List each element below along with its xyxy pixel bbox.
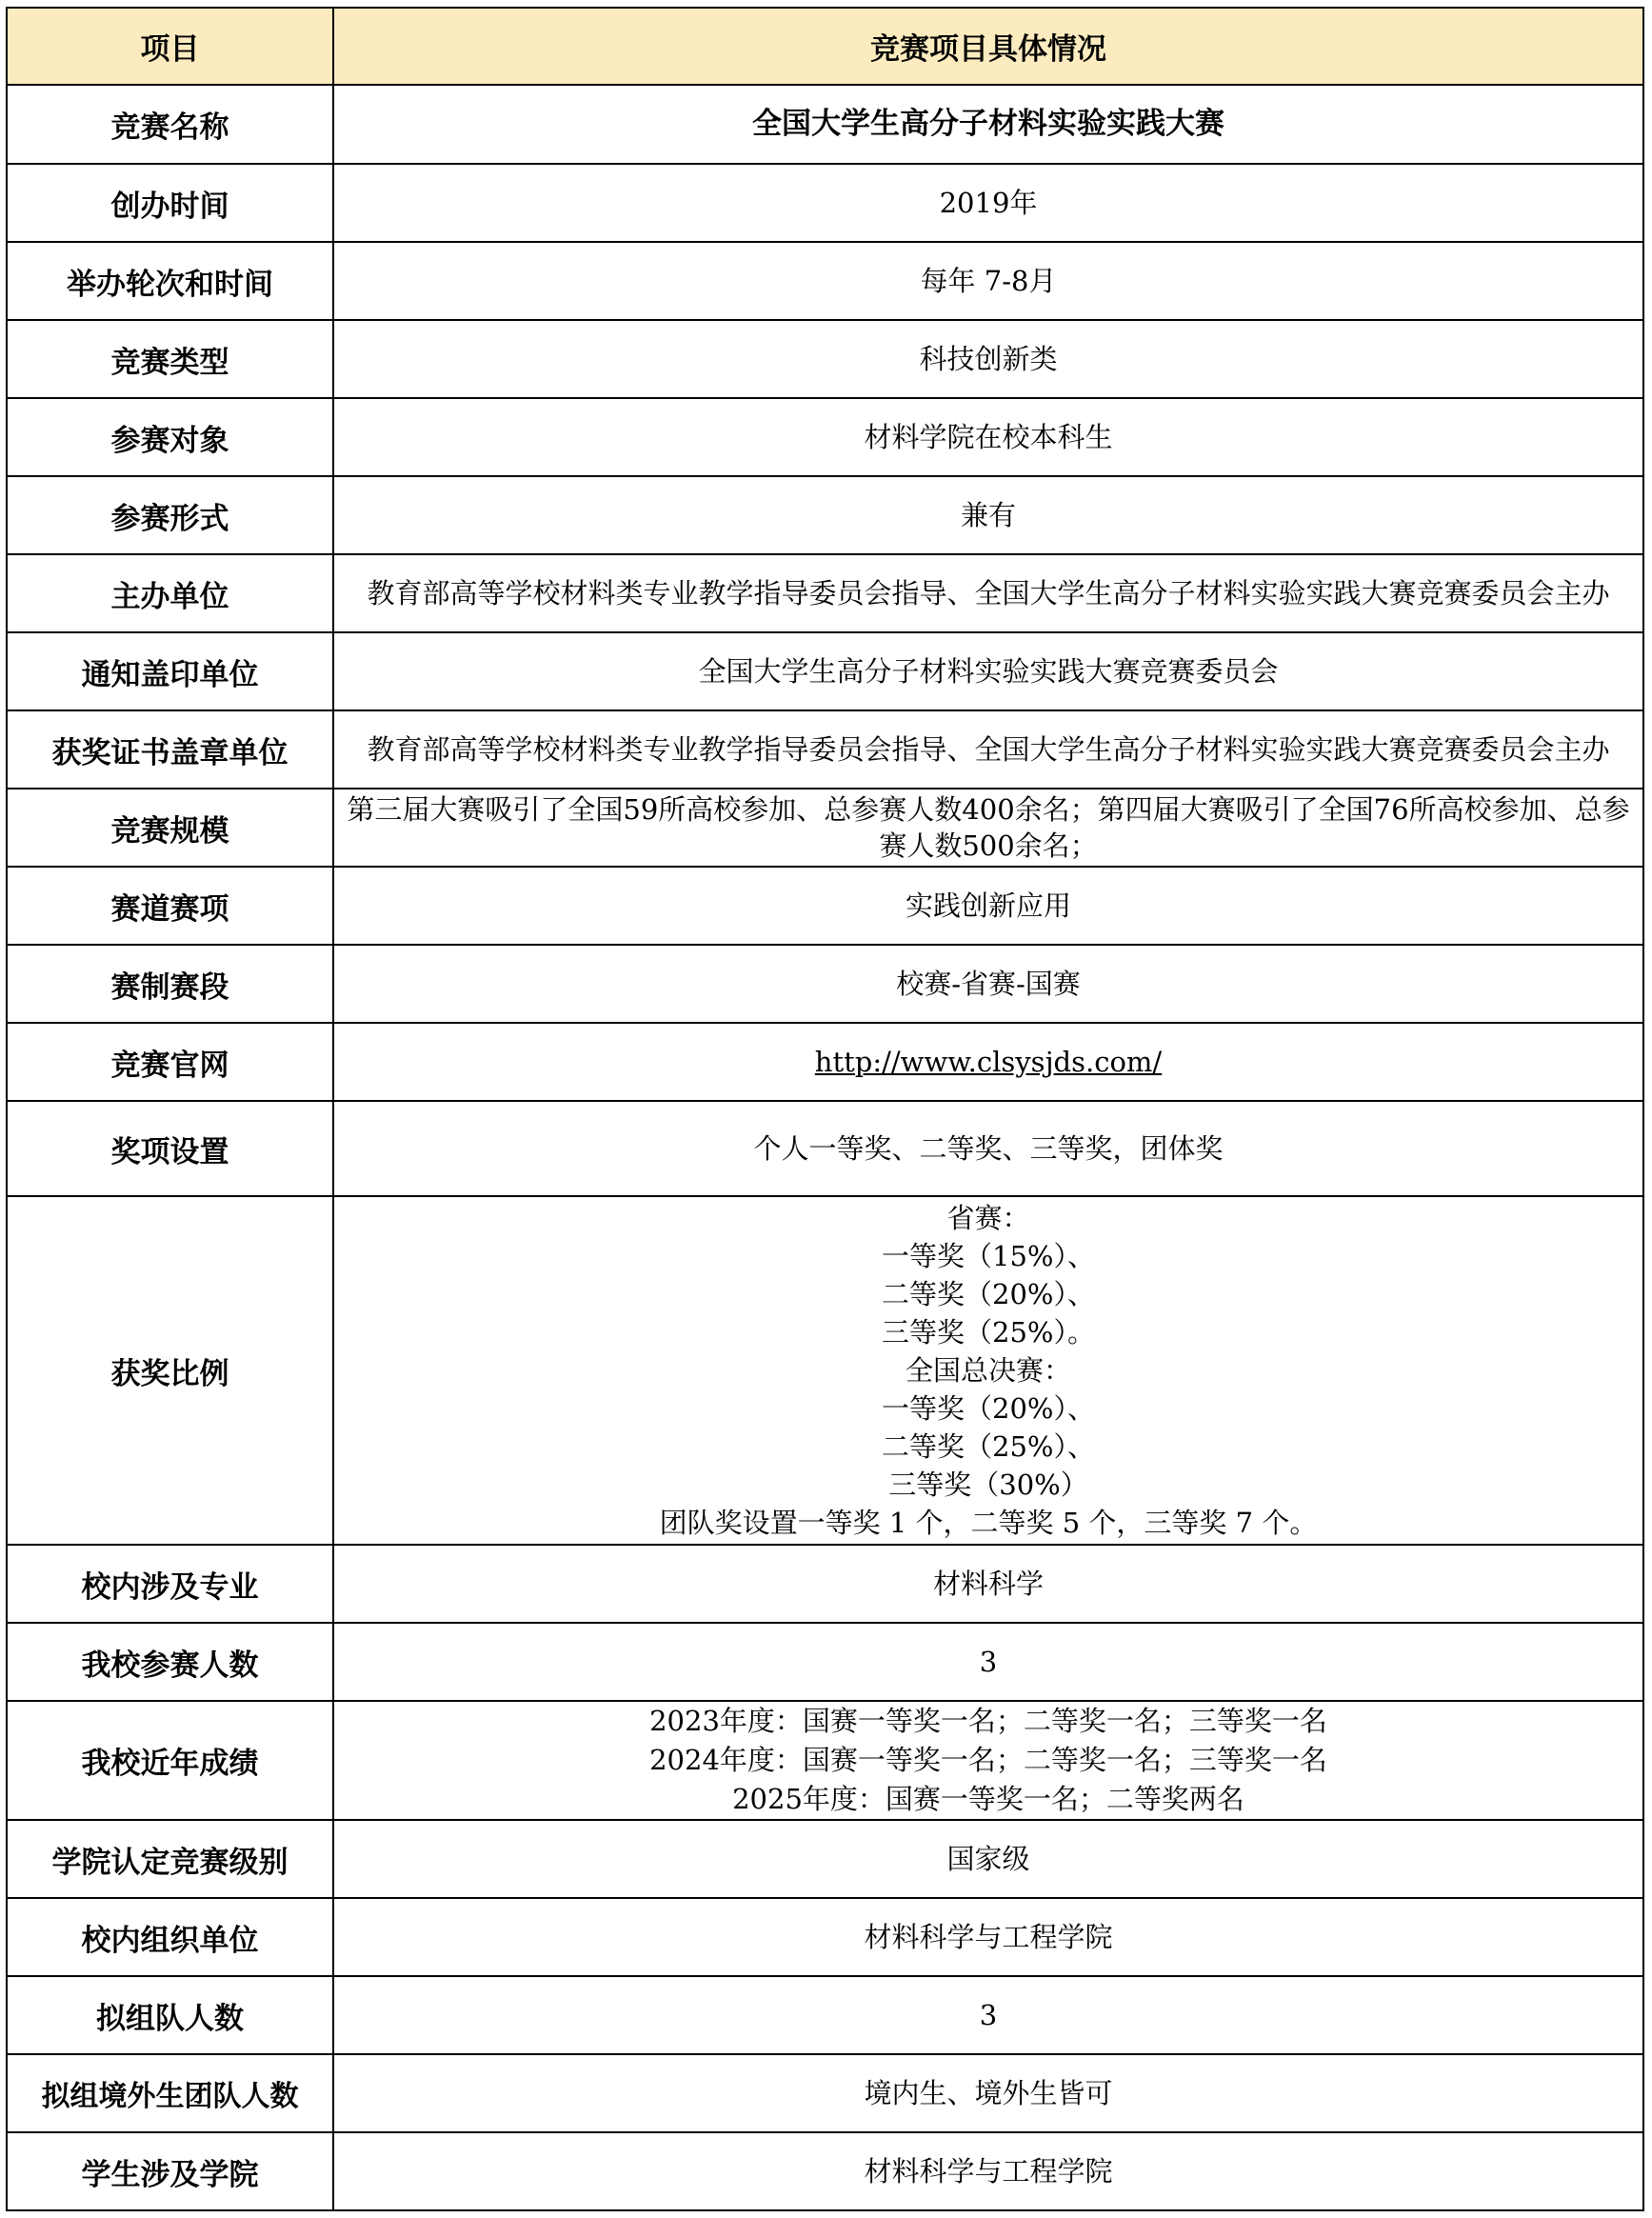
overseas-team-value: 境内生、境外生皆可 [333,2054,1643,2132]
organizer-value: 教育部高等学校材料类专业教学指导委员会指导、全国大学生高分子材料实验实践大赛竞赛委员会主办 [333,554,1643,632]
table-row [7,945,1643,1023]
competition-type-value: 科技创新类 [333,320,1643,398]
recent-results-value [333,1701,1643,1820]
row-label: 赛制赛段 [7,945,333,1023]
row-label: 校内涉及专业 [7,1545,333,1623]
official-website-cell [333,1023,1643,1101]
table-row [7,320,1643,398]
table-row [7,710,1643,789]
row-label: 竞赛类型 [7,320,333,398]
row-label: 竞赛官网 [7,1023,333,1101]
result-line: 2023年度：国赛一等奖一名；二等奖一名；三等奖一名 [649,1705,1327,1737]
table-row [7,242,1643,320]
table-row [7,789,1643,867]
table-row [7,1820,1643,1898]
organizing-unit-value: 材料科学与工程学院 [333,1898,1643,1976]
track-value: 实践创新应用 [333,867,1643,945]
row-label: 举办轮次和时间 [7,242,333,320]
row-label: 拟组境外生团队人数 [7,2054,333,2132]
table-row [7,1976,1643,2054]
row-label: 参赛对象 [7,398,333,476]
founding-time-value: 2019年 [333,164,1643,242]
official-website-link[interactable]: http://www.clsysjds.com/ [814,1045,1163,1078]
table-row [7,85,1643,164]
competition-name-value: 全国大学生高分子材料实验实践大赛 [333,85,1643,164]
table-row [7,1898,1643,1976]
row-label: 创办时间 [7,164,333,242]
header-item-column: 项目 [7,8,333,85]
awards-value: 个人一等奖、二等奖、三等奖，团体奖 [333,1101,1643,1196]
result-line: 2025年度：国赛一等奖一名；二等奖两名 [732,1783,1244,1815]
schedule-value: 每年 7-8月 [333,242,1643,320]
competition-level-value: 国家级 [333,1820,1643,1898]
row-label: 获奖比例 [7,1196,333,1545]
table-row [7,632,1643,710]
competition-scale-value: 第三届大赛吸引了全国59所高校参加、总参赛人数400余名；第四届大赛吸引了全国76所高校参加、总参赛人数500余名； [333,789,1643,867]
award-ratio-line: 全国总决赛： [905,1354,1071,1387]
table-row [7,1023,1643,1101]
team-size-value: 3 [333,1976,1643,2054]
table-row [7,1101,1643,1196]
table-row [7,554,1643,632]
stages-value: 校赛-省赛-国赛 [333,945,1643,1023]
table-row [7,867,1643,945]
row-label: 我校参赛人数 [7,1623,333,1701]
table-row [7,164,1643,242]
row-label: 竞赛规模 [7,789,333,867]
row-label: 学院认定竞赛级别 [7,1820,333,1898]
table-header-row [7,8,1643,85]
row-label: 主办单位 [7,554,333,632]
award-ratio-line: 团队奖设置一等奖 1 个，二等奖 5 个，三等奖 7 个。 [659,1507,1318,1539]
award-ratio-line: 三等奖（30%） [888,1469,1088,1501]
table-row [7,1701,1643,1820]
award-ratio-line: 一等奖（20%）、 [882,1392,1095,1425]
award-ratio-line: 二等奖（25%）、 [882,1430,1095,1463]
row-label: 拟组队人数 [7,1976,333,2054]
table-row [7,2132,1643,2210]
row-label: 我校近年成绩 [7,1701,333,1820]
participation-form-value: 兼有 [333,476,1643,554]
table-row [7,1196,1643,1545]
result-line: 2024年度：国赛一等奖一名；二等奖一名；三等奖一名 [649,1744,1327,1776]
award-ratio-line: 二等奖（20%）、 [882,1278,1095,1310]
student-college-value: 材料科学与工程学院 [333,2132,1643,2210]
row-label: 参赛形式 [7,476,333,554]
table-row [7,476,1643,554]
header-details-column: 竞赛项目具体情况 [333,8,1643,85]
award-ratio-line: 省赛： [946,1202,1030,1234]
row-label: 竞赛名称 [7,85,333,164]
table-row [7,1545,1643,1623]
award-ratio-line: 三等奖（25%）。 [882,1316,1095,1349]
award-ratio-line: 一等奖（15%）、 [882,1240,1095,1272]
notice-seal-unit-value: 全国大学生高分子材料实验实践大赛竞赛委员会 [333,632,1643,710]
row-label: 校内组织单位 [7,1898,333,1976]
row-label: 获奖证书盖章单位 [7,710,333,789]
table-row [7,2054,1643,2132]
participants-value: 材料学院在校本科生 [333,398,1643,476]
related-major-value: 材料科学 [333,1545,1643,1623]
participant-count-value: 3 [333,1623,1643,1701]
competition-info-table [6,7,1644,2211]
row-label: 赛道赛项 [7,867,333,945]
table-row [7,1623,1643,1701]
certificate-seal-unit-value: 教育部高等学校材料类专业教学指导委员会指导、全国大学生高分子材料实验实践大赛竞赛委员会主办 [333,710,1643,789]
table-row [7,398,1643,476]
row-label: 通知盖印单位 [7,632,333,710]
award-ratio-value [333,1196,1643,1545]
row-label: 奖项设置 [7,1101,333,1196]
row-label: 学生涉及学院 [7,2132,333,2210]
